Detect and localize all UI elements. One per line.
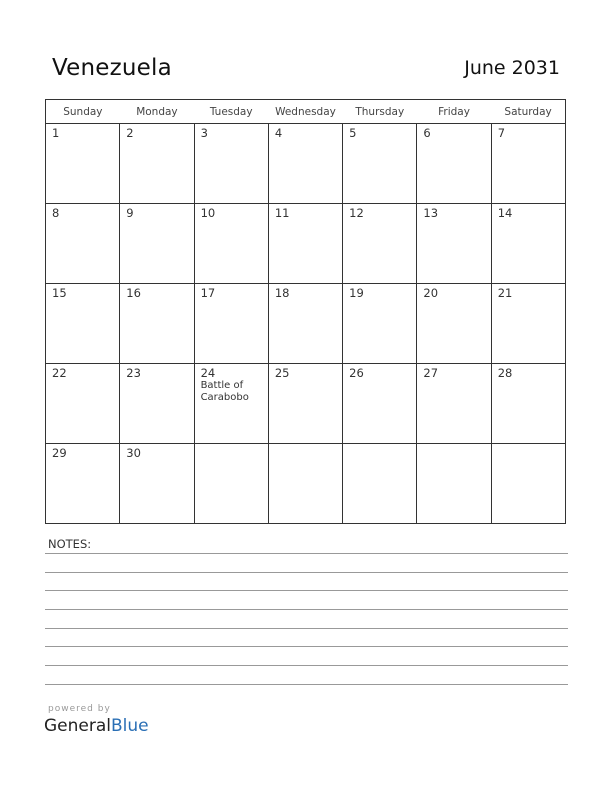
week-row — [46, 204, 566, 284]
day-number: 25 — [274, 366, 290, 380]
day-number: 6 — [423, 126, 431, 140]
note-line — [45, 553, 568, 554]
day-number: 15 — [52, 286, 67, 300]
day-cell[interactable] — [194, 364, 268, 444]
day-number: 2 — [126, 126, 134, 140]
weekday-monday: Monday — [120, 100, 194, 124]
day-cell[interactable] — [268, 124, 342, 204]
week-row — [46, 124, 566, 204]
day-number: 5 — [349, 126, 357, 140]
day-cell[interactable] — [120, 444, 194, 524]
day-number: 29 — [52, 446, 67, 460]
day-cell[interactable] — [417, 124, 491, 204]
note-line — [45, 628, 568, 629]
calendar-grid — [45, 99, 566, 524]
day-cell[interactable] — [491, 444, 565, 524]
day-number: 26 — [349, 366, 364, 380]
day-cell[interactable] — [120, 204, 194, 284]
week-row — [46, 444, 566, 524]
week-row — [46, 284, 566, 364]
day-number: 14 — [497, 206, 513, 220]
weekday-thursday: Thursday — [343, 100, 417, 124]
day-cell[interactable] — [491, 124, 565, 204]
day-cell[interactable] — [417, 284, 491, 364]
weekday-wednesday: Wednesday — [268, 100, 342, 124]
day-cell[interactable] — [194, 284, 268, 364]
powered-by-text: powered by — [48, 704, 111, 714]
day-cell[interactable] — [194, 204, 268, 284]
day-cell[interactable] — [343, 364, 417, 444]
day-number: 17 — [200, 286, 216, 300]
day-cell[interactable] — [268, 284, 342, 364]
day-number: 18 — [274, 286, 290, 300]
day-number: 23 — [126, 366, 141, 380]
day-number: 28 — [497, 366, 513, 380]
weekday-tuesday: Tuesday — [194, 100, 268, 124]
day-cell[interactable] — [120, 124, 194, 204]
day-cell[interactable] — [46, 124, 120, 204]
generalblue-logo[interactable] — [44, 716, 149, 736]
day-number: 16 — [126, 286, 141, 300]
day-number: 1 — [52, 126, 60, 140]
weekday-friday: Friday — [417, 100, 491, 124]
day-cell[interactable] — [46, 364, 120, 444]
day-cell[interactable] — [120, 364, 194, 444]
day-cell[interactable] — [417, 444, 491, 524]
note-line — [45, 590, 568, 591]
day-cell[interactable] — [343, 444, 417, 524]
day-number: 10 — [200, 206, 216, 220]
country-title: Venezuela — [52, 55, 172, 81]
day-number: 9 — [126, 206, 134, 220]
holiday-label: Battle of Carabobo — [200, 380, 249, 403]
day-cell[interactable] — [343, 204, 417, 284]
day-number: 27 — [423, 366, 439, 380]
brand-blue: Blue — [111, 716, 149, 736]
day-number: 30 — [126, 446, 141, 460]
day-cell[interactable] — [343, 124, 417, 204]
day-number: 19 — [349, 286, 364, 300]
day-cell[interactable] — [491, 364, 565, 444]
day-cell[interactable] — [46, 284, 120, 364]
month-year-title: June 2031 — [464, 57, 560, 79]
weekday-header-row — [46, 100, 566, 124]
brand-general: General — [44, 716, 111, 736]
day-cell[interactable] — [417, 204, 491, 284]
day-number: 12 — [349, 206, 364, 220]
note-line — [45, 665, 568, 666]
note-line — [45, 609, 568, 610]
day-number: 3 — [200, 126, 208, 140]
week-row — [46, 364, 566, 444]
notes-label: NOTES: — [48, 537, 92, 551]
day-cell[interactable] — [194, 124, 268, 204]
day-cell[interactable] — [194, 444, 268, 524]
weekday-sunday: Sunday — [46, 100, 120, 124]
day-number: 4 — [274, 126, 283, 140]
day-number: 21 — [497, 286, 513, 300]
day-number: 13 — [423, 206, 439, 220]
day-number: 8 — [52, 206, 60, 220]
day-number: 11 — [274, 206, 290, 220]
note-line — [45, 646, 568, 647]
weekday-saturday: Saturday — [491, 100, 565, 124]
day-cell[interactable] — [268, 444, 342, 524]
day-cell[interactable] — [491, 204, 565, 284]
day-cell[interactable] — [268, 364, 342, 444]
day-cell[interactable] — [491, 284, 565, 364]
day-cell[interactable] — [268, 204, 342, 284]
day-number: 22 — [52, 366, 67, 380]
day-cell[interactable] — [343, 284, 417, 364]
day-cell[interactable] — [46, 444, 120, 524]
day-cell[interactable] — [46, 204, 120, 284]
day-number: 24 — [200, 366, 216, 380]
note-line — [45, 684, 568, 685]
day-number: 7 — [497, 126, 506, 140]
day-cell[interactable] — [120, 284, 194, 364]
note-line — [45, 572, 568, 573]
day-number: 20 — [423, 286, 439, 300]
day-cell[interactable] — [417, 364, 491, 444]
